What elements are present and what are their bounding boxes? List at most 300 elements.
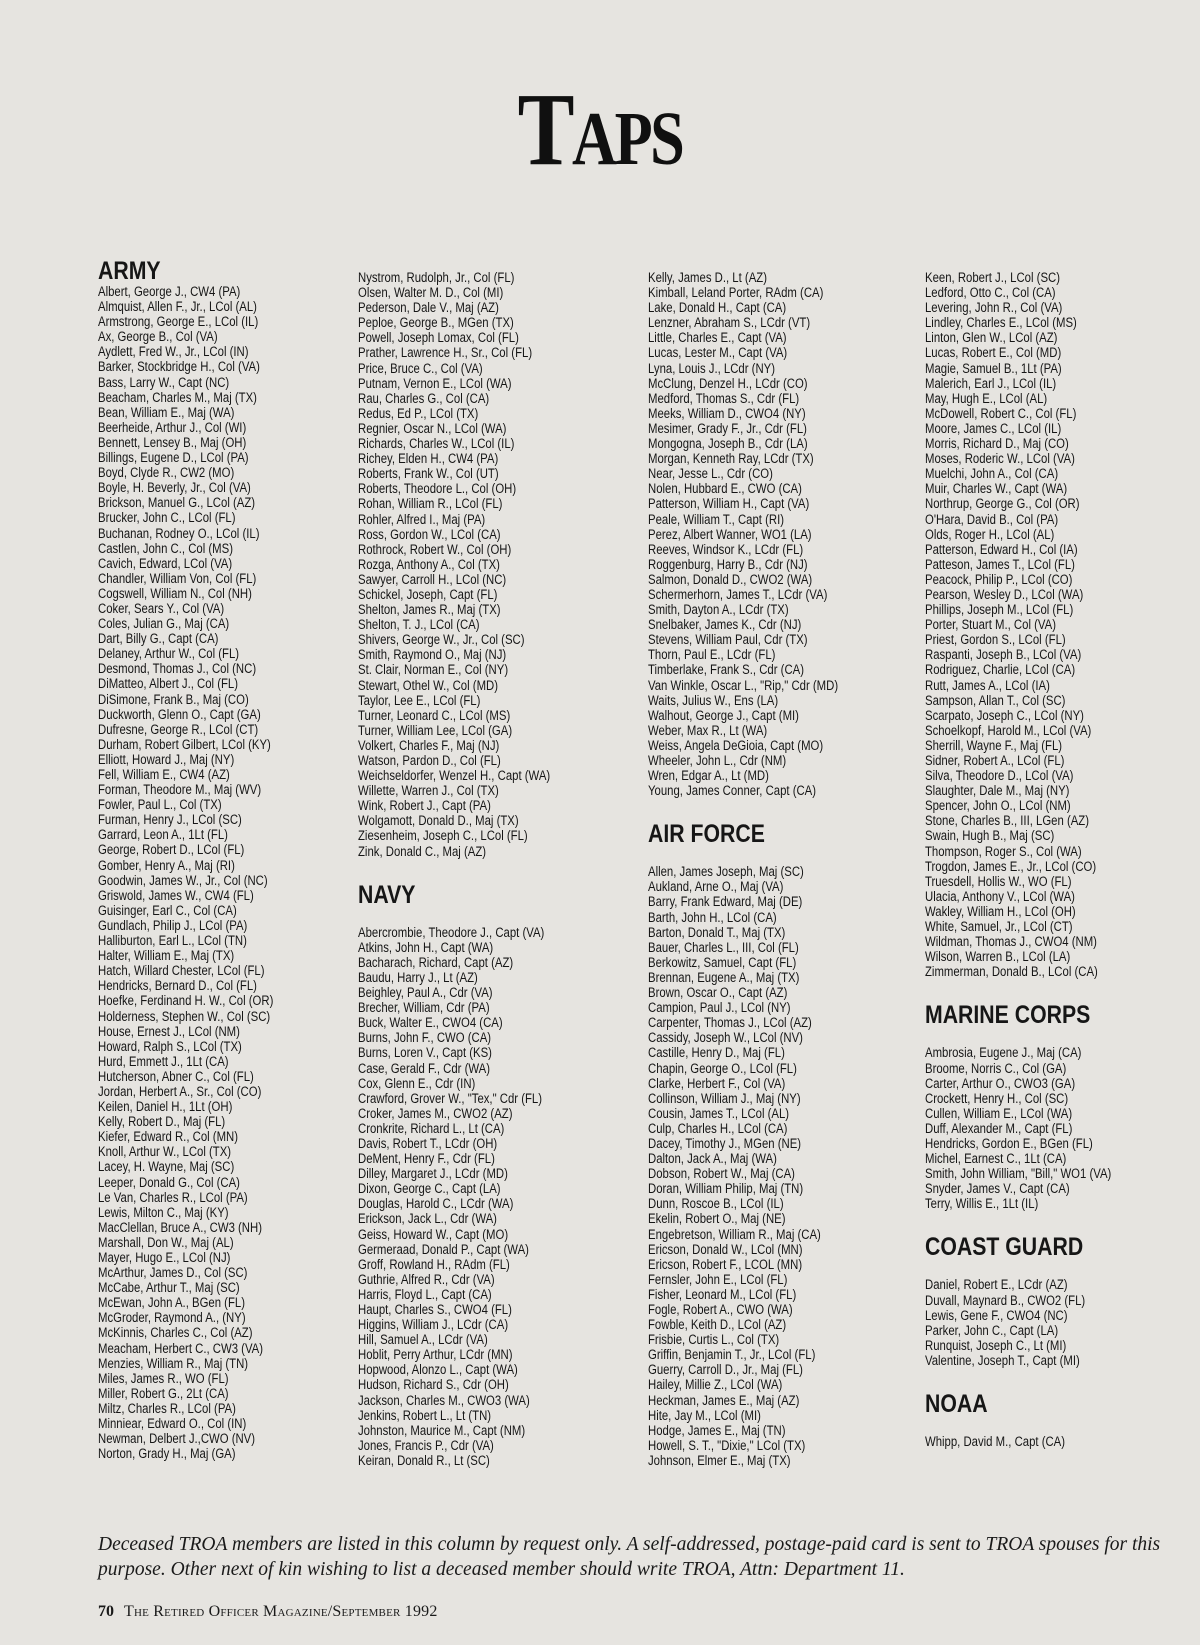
list-item: Beerheide, Arthur J., Col (WI) bbox=[98, 419, 247, 436]
section bbox=[98, 258, 363, 1462]
list-item: Delaney, Arthur W., Col (FL) bbox=[98, 646, 240, 663]
list-item: Almquist, Allen F., Jr., LCol (AL) bbox=[98, 299, 257, 316]
list-item: Fowler, Paul L., Col (TX) bbox=[98, 797, 222, 814]
list-item: Beacham, Charles M., Maj (TX) bbox=[98, 389, 257, 406]
list-item: Lenzner, Abraham S., LCdr (VT) bbox=[648, 315, 811, 332]
list-item: Frisbie, Curtis L., Col (TX) bbox=[648, 1332, 780, 1349]
list-item: Morgan, Kenneth Ray, LCdr (TX) bbox=[648, 451, 814, 468]
list-item: Terry, Willis E., 1Lt (IL) bbox=[925, 1196, 1039, 1213]
list-item: Lucas, Lester M., Capt (VA) bbox=[648, 345, 788, 362]
list-item: Brecher, William, Cdr (PA) bbox=[358, 1000, 490, 1017]
list-item: Heckman, James E., Maj (AZ) bbox=[648, 1392, 800, 1409]
list-item: Jackson, Charles M., CWO3 (WA) bbox=[358, 1392, 530, 1409]
list-item: Schermerhorn, James T., LCdr (VA) bbox=[648, 586, 828, 603]
list-item: Dufresne, George R., LCol (CT) bbox=[98, 721, 259, 738]
list-item: Meacham, Herbert C., CW3 (VA) bbox=[98, 1340, 264, 1357]
list-item: Buck, Walter E., CWO4 (CA) bbox=[358, 1015, 503, 1032]
section-heading: NAVY bbox=[358, 880, 416, 909]
list-item: Redus, Ed P., LCol (TX) bbox=[358, 405, 479, 422]
list-item: Pederson, Dale V., Maj (AZ) bbox=[358, 300, 499, 317]
list-item: Scarpato, Joseph C., LCol (NY) bbox=[925, 707, 1084, 724]
list-item: Gundlach, Philip J., LCol (PA) bbox=[98, 917, 248, 934]
list-item: Erickson, Jack L., Cdr (WA) bbox=[358, 1211, 497, 1228]
list-item: Price, Bruce C., Col (VA) bbox=[358, 360, 483, 377]
column-1 bbox=[98, 258, 363, 1462]
list-item: Reeves, Windsor K., LCdr (FL) bbox=[648, 541, 804, 558]
section bbox=[358, 882, 623, 1469]
list-item: Ax, George B., Col (VA) bbox=[98, 329, 218, 346]
list-item: Smith, Raymond O., Maj (NJ) bbox=[358, 647, 507, 664]
list-item: Barth, John H., LCol (CA) bbox=[648, 909, 777, 926]
list-item: Moore, James C., LCol (IL) bbox=[925, 420, 1062, 437]
section bbox=[925, 1391, 1190, 1450]
list-item: Peale, William T., Capt (RI) bbox=[648, 511, 785, 528]
section-heading: NOAA bbox=[925, 1390, 988, 1418]
list-item: May, Hugh E., LCol (AL) bbox=[925, 390, 1048, 407]
list-item: Berkowitz, Samuel, Capt (FL) bbox=[648, 954, 797, 971]
list-item: Halter, William E., Maj (TX) bbox=[98, 948, 235, 965]
list-item: Sidner, Robert A., LCol (FL) bbox=[925, 753, 1065, 769]
list-item: Davis, Robert T., LCdr (OH) bbox=[358, 1135, 498, 1152]
list-item: Brown, Oscar O., Capt (AZ) bbox=[648, 985, 788, 1002]
list-item: Pearson, Wesley D., LCol (WA) bbox=[925, 586, 1084, 603]
list-item: Hatch, Willard Chester, LCol (FL) bbox=[98, 963, 265, 980]
list-item: Kelly, Robert D., Maj (FL) bbox=[98, 1114, 226, 1131]
list-item: Ziesenheim, Joseph C., LCol (FL) bbox=[358, 828, 528, 845]
list-item: Weiss, Angela DeGioia, Capt (MO) bbox=[648, 737, 824, 754]
list-item: Roberts, Theodore L., Col (OH) bbox=[358, 481, 517, 498]
list-item: Brickson, Manuel G., LCol (AZ) bbox=[98, 495, 256, 512]
list-item: Nystrom, Rudolph, Jr., Col (FL) bbox=[358, 270, 515, 286]
list-item: McArthur, James D., Col (SC) bbox=[98, 1265, 248, 1282]
column-2 bbox=[358, 270, 623, 1469]
list-item: Haupt, Charles S., CWO4 (FL) bbox=[358, 1302, 512, 1318]
list-item: Olds, Roger H., LCol (AL) bbox=[925, 526, 1055, 543]
list-item: Hudson, Richard S., Cdr (OH) bbox=[358, 1377, 509, 1394]
list-item: Schoelkopf, Harold M., LCol (VA) bbox=[925, 722, 1092, 739]
list-item: Desmond, Thomas J., Col (NC) bbox=[98, 661, 257, 678]
list-item: Germeraad, Donald P., Capt (WA) bbox=[358, 1241, 529, 1258]
list-item: Olsen, Walter M. D., Col (MI) bbox=[358, 285, 504, 302]
list-item: Campion, Paul J., LCol (NY) bbox=[648, 1000, 791, 1017]
list-item: Stevens, William Paul, Cdr (TX) bbox=[648, 632, 808, 649]
list-item: Halliburton, Earl L., LCol (TN) bbox=[98, 933, 247, 950]
list-item: Hill, Samuel A., LCdr (VA) bbox=[358, 1332, 488, 1349]
list-item: Prather, Lawrence H., Sr., Col (FL) bbox=[358, 345, 533, 362]
list-item: MacClellan, Bruce A., CW3 (NH) bbox=[98, 1219, 262, 1236]
list-item: Buchanan, Rodney O., LCol (IL) bbox=[98, 525, 260, 542]
list-item: Richey, Elden H., CW4 (PA) bbox=[358, 451, 499, 468]
list-item: Willette, Warren J., Col (TX) bbox=[358, 783, 499, 800]
list-item: Dalton, Jack A., Maj (WA) bbox=[648, 1151, 777, 1168]
list-item: Michel, Earnest C., 1Lt (CA) bbox=[925, 1151, 1067, 1168]
list-item: Phillips, Joseph M., LCol (FL) bbox=[925, 602, 1074, 619]
list-item: Ericson, Donald W., LCol (MN) bbox=[648, 1241, 803, 1258]
list-item: Leeper, Donald G., Col (CA) bbox=[98, 1174, 240, 1191]
list-item: Morris, Richard D., Maj (CO) bbox=[925, 436, 1069, 453]
list-item: McGroder, Raymond A., (NY) bbox=[98, 1310, 246, 1327]
list-item: Chandler, William Von, Col (FL) bbox=[98, 570, 257, 587]
list-item: Dunn, Roscoe B., LCol (IL) bbox=[648, 1196, 784, 1213]
list-item: Nolen, Hubbard E., CWO (CA) bbox=[648, 481, 802, 498]
list-item: Near, Jesse L., Cdr (CO) bbox=[648, 466, 773, 483]
list-item: Howard, Ralph S., LCol (TX) bbox=[98, 1038, 242, 1055]
list-item: Fell, William E., CW4 (AZ) bbox=[98, 767, 230, 783]
list-item: Waits, Julius W., Ens (LA) bbox=[648, 692, 779, 709]
list-item: Zimmerman, Donald B., LCol (CA) bbox=[925, 964, 1098, 981]
section-heading: COAST GUARD bbox=[925, 1233, 1084, 1262]
list-item: Raspanti, Joseph B., LCol (VA) bbox=[925, 647, 1082, 664]
list-item: Harris, Floyd L., Capt (CA) bbox=[358, 1286, 492, 1303]
list-item: Durham, Robert Gilbert, LCol (KY) bbox=[98, 736, 271, 753]
list-item: White, Samuel, Jr., LCol (CT) bbox=[925, 919, 1073, 936]
list-item: Case, Gerald F., Cdr (WA) bbox=[358, 1060, 491, 1077]
list-item: Hoefke, Ferdinand H. W., Col (OR) bbox=[98, 993, 274, 1010]
list-item: Coles, Julian G., Maj (CA) bbox=[98, 616, 230, 633]
list-item: Doran, William Philip, Maj (TN) bbox=[648, 1181, 804, 1198]
list-item: Bean, William E., Maj (WA) bbox=[98, 404, 235, 421]
list-item: Castille, Henry D., Maj (FL) bbox=[648, 1045, 785, 1062]
list-item: Holderness, Stephen W., Col (SC) bbox=[98, 1008, 271, 1025]
list-item: Goodwin, James W., Jr., Col (NC) bbox=[98, 872, 268, 889]
list-item: Collinson, William J., Maj (NY) bbox=[648, 1090, 801, 1107]
list-item: Roggenburg, Harry B., Cdr (NJ) bbox=[648, 556, 808, 573]
list-item: Sampson, Allan T., Col (SC) bbox=[925, 692, 1066, 709]
list-item: Porter, Stuart M., Col (VA) bbox=[925, 617, 1056, 634]
list-item: Shivers, George W., Jr., Col (SC) bbox=[358, 632, 525, 649]
list-item: Shelton, James R., Maj (TX) bbox=[358, 602, 501, 619]
list-item: Higgins, William J., LCdr (CA) bbox=[358, 1317, 509, 1334]
page-footer bbox=[98, 1603, 438, 1621]
list-item: Meeks, William D., CWO4 (NY) bbox=[648, 405, 806, 422]
list-item: Peploe, George B., MGen (TX) bbox=[358, 315, 514, 332]
publication-line: The Retired Officer Magazine/September 1992 bbox=[124, 1603, 438, 1620]
list-item: Stone, Charles B., III, LGen (AZ) bbox=[925, 813, 1090, 830]
list-item: Sawyer, Carroll H., LCol (NC) bbox=[358, 571, 507, 588]
list-item: Furman, Henry J., LCol (SC) bbox=[98, 812, 242, 829]
list-item: Lindley, Charles E., LCol (MS) bbox=[925, 315, 1077, 332]
list-item: Barton, Donald T., Maj (TX) bbox=[648, 924, 786, 941]
list-item: Walhout, George J., Capt (MI) bbox=[648, 707, 799, 724]
list-item: Allen, James Joseph, Maj (SC) bbox=[648, 864, 804, 881]
entry-list bbox=[925, 1278, 1197, 1369]
list-item: Rau, Charles G., Col (CA) bbox=[358, 390, 490, 407]
list-item: Burns, Loren V., Capt (KS) bbox=[358, 1045, 492, 1062]
list-item: DiMatteo, Albert J., Col (FL) bbox=[98, 676, 239, 693]
list-item: Hutcherson, Abner C., Col (FL) bbox=[98, 1068, 254, 1085]
list-item: Cronkrite, Richard L., Lt (CA) bbox=[358, 1120, 505, 1137]
list-item: Mesimer, Grady F., Jr., Cdr (FL) bbox=[648, 420, 807, 437]
list-item: Thompson, Roger S., Col (WA) bbox=[925, 843, 1082, 860]
list-item: Zink, Donald C., Maj (AZ) bbox=[358, 843, 487, 860]
list-item: McDowell, Robert C., Col (FL) bbox=[925, 405, 1077, 422]
list-item: Fisher, Leonard M., LCol (FL) bbox=[648, 1286, 797, 1303]
list-item: Snyder, James V., Capt (CA) bbox=[925, 1181, 1070, 1198]
list-item: Roberts, Frank W., Col (UT) bbox=[358, 466, 499, 483]
entry-list bbox=[925, 271, 1197, 980]
list-item: Dilley, Margaret J., LCdr (MD) bbox=[358, 1166, 508, 1183]
section bbox=[925, 271, 1190, 980]
list-item: Bacharach, Richard, Capt (AZ) bbox=[358, 954, 514, 971]
list-item: Hendricks, Gordon E., BGen (FL) bbox=[925, 1135, 1093, 1152]
list-item: Clarke, Herbert F., Col (VA) bbox=[648, 1075, 786, 1092]
list-item: Barry, Frank Edward, Maj (DE) bbox=[648, 894, 803, 911]
list-item: Brennan, Eugene A., Maj (TX) bbox=[648, 969, 800, 986]
list-item: Albert, George J., CW4 (PA) bbox=[98, 284, 241, 300]
list-item: Culp, Charles H., LCol (CA) bbox=[648, 1120, 788, 1137]
list-item: Aydlett, Fred W., Jr., LCol (IN) bbox=[98, 344, 249, 361]
list-item: Ulacia, Anthony V., LCol (WA) bbox=[925, 888, 1075, 905]
list-item: Fogle, Robert A., CWO (WA) bbox=[648, 1302, 793, 1318]
entry-list bbox=[648, 865, 920, 1469]
list-item: Keilen, Daniel H., 1Lt (OH) bbox=[98, 1099, 233, 1116]
list-item: Miltz, Charles R., LCol (PA) bbox=[98, 1400, 236, 1417]
list-item: Hurd, Emmett J., 1Lt (CA) bbox=[98, 1053, 229, 1070]
list-item: Duckworth, Glenn O., Capt (GA) bbox=[98, 706, 261, 723]
list-item: Weber, Max R., Lt (WA) bbox=[648, 722, 768, 739]
section bbox=[358, 271, 623, 860]
entry-list bbox=[925, 1435, 1197, 1450]
list-item: Newman, Delbert J.,CWO (NV) bbox=[98, 1431, 256, 1448]
list-item: Rohler, Alfred I., Maj (PA) bbox=[358, 511, 486, 528]
list-item: Lucas, Robert E., Col (MD) bbox=[925, 345, 1062, 362]
list-item: McEwan, John A., BGen (FL) bbox=[98, 1295, 245, 1312]
list-item: Dobson, Robert W., Maj (CA) bbox=[648, 1166, 795, 1183]
list-item: Northrup, George G., Col (OR) bbox=[925, 496, 1080, 513]
list-item: Rozga, Anthony A., Col (TX) bbox=[358, 556, 500, 573]
list-item: Patteson, James T., LCol (FL) bbox=[925, 556, 1075, 573]
list-item: St. Clair, Norman E., Col (NY) bbox=[358, 662, 509, 679]
list-item: Fernsler, John E., LCol (FL) bbox=[648, 1271, 788, 1288]
list-item: Douglas, Harold C., LCdr (WA) bbox=[358, 1196, 514, 1213]
list-item: Lewis, Milton C., Maj (KY) bbox=[98, 1204, 229, 1221]
page-title: TAPS bbox=[517, 72, 683, 187]
list-item: Ambrosia, Eugene J., Maj (CA) bbox=[925, 1045, 1082, 1062]
list-item: Howell, S. T., "Dixie," LCol (TX) bbox=[648, 1437, 806, 1454]
list-item: Cullen, William E., LCol (WA) bbox=[925, 1105, 1073, 1122]
listing-note: Deceased TROA members are listed in this column by request only. A self-addressed, postage-paid card is sent to TROA spouses for this purpose. Other next of kin wishing to list a deceased member should write TROA, Attn: Department 11. bbox=[98, 1534, 1161, 1580]
list-item: Barker, Stockbridge H., Col (VA) bbox=[98, 359, 260, 376]
list-item: Kelly, James D., Lt (AZ) bbox=[648, 270, 767, 286]
list-item: Ericson, Robert F., LCOL (MN) bbox=[648, 1256, 803, 1273]
list-item: Wakley, William H., LCol (OH) bbox=[925, 903, 1076, 920]
list-item: Wildman, Thomas J., CWO4 (NM) bbox=[925, 934, 1097, 951]
list-item: Ledford, Otto C., Col (CA) bbox=[925, 285, 1056, 302]
list-item: Wren, Edgar A., Lt (MD) bbox=[648, 768, 769, 785]
list-item: McCabe, Arthur T., Maj (SC) bbox=[98, 1280, 240, 1297]
list-item: Geiss, Howard W., Capt (MO) bbox=[358, 1226, 509, 1243]
list-item: Croker, James M., CWO2 (AZ) bbox=[358, 1105, 513, 1122]
entry-list bbox=[98, 285, 370, 1462]
list-item: Watson, Pardon D., Col (FL) bbox=[358, 753, 501, 769]
list-item: Thorn, Paul E., LCdr (FL) bbox=[648, 647, 776, 664]
list-item: Johnson, Elmer E., Maj (TX) bbox=[648, 1452, 791, 1469]
list-item: Miles, James R., WO (FL) bbox=[98, 1370, 229, 1387]
list-item: Fowble, Keith D., LCol (AZ) bbox=[648, 1317, 787, 1334]
list-item: Snelbaker, James K., Cdr (NJ) bbox=[648, 617, 802, 634]
list-item: Magie, Samuel B., 1Lt (PA) bbox=[925, 360, 1062, 377]
list-item: Boyle, H. Beverly, Jr., Col (VA) bbox=[98, 480, 251, 497]
list-item: Turner, Leonard C., LCol (MS) bbox=[358, 707, 511, 724]
list-item: Rodriguez, Charlie, LCol (CA) bbox=[925, 662, 1076, 679]
list-item: Castlen, John C., Col (MS) bbox=[98, 540, 233, 557]
column-4 bbox=[925, 270, 1190, 1450]
list-item: Armstrong, George E., LCol (IL) bbox=[98, 314, 259, 331]
list-item: Timberlake, Frank S., Cdr (CA) bbox=[648, 662, 804, 679]
list-item: Salmon, Donald D., CWO2 (WA) bbox=[648, 571, 813, 588]
list-item: Hite, Jay M., LCol (MI) bbox=[648, 1407, 761, 1424]
list-item: Dixon, George C., Capt (LA) bbox=[358, 1181, 501, 1198]
list-item: Young, James Conner, Capt (CA) bbox=[648, 783, 817, 800]
list-item: Guthrie, Alfred R., Cdr (VA) bbox=[358, 1271, 495, 1288]
list-item: Weichseldorfer, Wenzel H., Capt (WA) bbox=[358, 768, 551, 785]
list-item: Smith, Dayton A., LCdr (TX) bbox=[648, 602, 789, 619]
list-item: Cox, Glenn E., Cdr (IN) bbox=[358, 1075, 476, 1092]
list-item: Priest, Gordon S., LCol (FL) bbox=[925, 632, 1066, 649]
list-item: Hendricks, Bernard D., Col (FL) bbox=[98, 978, 257, 995]
section bbox=[648, 821, 913, 1469]
list-item: House, Ernest J., LCol (NM) bbox=[98, 1023, 240, 1040]
list-item: Ekelin, Robert O., Maj (NE) bbox=[648, 1211, 786, 1228]
list-item: Forman, Theodore M., Maj (WV) bbox=[98, 782, 262, 799]
list-item: Perez, Albert Wanner, WO1 (LA) bbox=[648, 526, 812, 543]
column-3 bbox=[648, 270, 913, 1469]
list-item: Abercrombie, Theodore J., Capt (VA) bbox=[358, 924, 545, 941]
list-item: Lyna, Louis J., LCdr (NY) bbox=[648, 360, 775, 377]
list-item: Powell, Joseph Lomax, Col (FL) bbox=[358, 330, 519, 347]
list-item: Guisinger, Earl C., Col (CA) bbox=[98, 902, 237, 919]
list-item: Johnston, Maurice M., Capt (NM) bbox=[358, 1422, 526, 1439]
list-item: Bennett, Lensey B., Maj (OH) bbox=[98, 434, 247, 451]
list-item: Griswold, James W., CW4 (FL) bbox=[98, 887, 254, 904]
list-item: Rohan, William R., LCol (FL) bbox=[358, 496, 503, 513]
list-item: Boyd, Clyde R., CW2 (MO) bbox=[98, 465, 235, 482]
list-item: Volkert, Charles F., Maj (NJ) bbox=[358, 737, 500, 754]
list-item: Burns, John F., CWO (CA) bbox=[358, 1030, 492, 1047]
entry-list bbox=[358, 271, 630, 860]
list-item: Spencer, John O., LCol (NM) bbox=[925, 798, 1071, 815]
list-item: O'Hara, David B., Col (PA) bbox=[925, 511, 1059, 528]
list-item: Knoll, Arthur W., LCol (TX) bbox=[98, 1144, 232, 1161]
list-item: Levering, John R., Col (VA) bbox=[925, 300, 1063, 317]
list-item: Cavich, Edward, LCol (VA) bbox=[98, 555, 233, 572]
list-item: Garrard, Leon A., 1Lt (FL) bbox=[98, 827, 228, 844]
list-item: Kimball, Leland Porter, RAdm (CA) bbox=[648, 285, 824, 302]
list-item: Muir, Charles W., Capt (WA) bbox=[925, 481, 1068, 498]
list-item: Slaughter, Dale M., Maj (NY) bbox=[925, 783, 1070, 800]
list-item: Jones, Francis P., Cdr (VA) bbox=[358, 1437, 494, 1454]
list-item: Elliott, Howard J., Maj (NY) bbox=[98, 751, 235, 768]
list-item: Marshall, Don W., Maj (AL) bbox=[98, 1234, 234, 1251]
list-item: Norton, Grady H., Maj (GA) bbox=[98, 1446, 236, 1463]
list-item: Le Van, Charles R., LCol (PA) bbox=[98, 1189, 248, 1206]
list-item: DiSimone, Frank B., Maj (CO) bbox=[98, 691, 249, 708]
list-item: Kiefer, Edward R., Col (MN) bbox=[98, 1129, 239, 1146]
list-item: Patterson, William H., Capt (VA) bbox=[648, 496, 810, 513]
list-item: Menzies, William R., Maj (TN) bbox=[98, 1355, 249, 1372]
list-item: Turner, William Lee, LCol (GA) bbox=[358, 722, 513, 739]
list-item: Duvall, Maynard B., CWO2 (FL) bbox=[925, 1292, 1086, 1309]
list-item: Lake, Donald H., Capt (CA) bbox=[648, 300, 787, 317]
list-item: Coker, Sears Y., Col (VA) bbox=[98, 600, 225, 617]
list-item: Regnier, Oscar N., LCol (WA) bbox=[358, 420, 507, 437]
list-item: Jenkins, Robert L., Lt (TN) bbox=[358, 1407, 492, 1424]
list-item: Engebretson, William R., Maj (CA) bbox=[648, 1226, 821, 1243]
list-item: Baudu, Harry J., Lt (AZ) bbox=[358, 969, 478, 986]
list-item: Minniear, Edward O., Col (IN) bbox=[98, 1416, 247, 1433]
list-item: Crawford, Grover W., "Tex," Cdr (FL) bbox=[358, 1090, 543, 1107]
list-item: Crockett, Henry H., Col (SC) bbox=[925, 1090, 1069, 1107]
list-item: Ross, Gordon W., LCol (CA) bbox=[358, 526, 501, 543]
list-item: Carpenter, Thomas J., LCol (AZ) bbox=[648, 1015, 812, 1032]
entry-list bbox=[358, 926, 630, 1469]
list-item: Groff, Rowland H., RAdm (FL) bbox=[358, 1256, 510, 1273]
list-item: Taylor, Lee E., LCol (FL) bbox=[358, 692, 481, 709]
list-item: Keen, Robert J., LCol (SC) bbox=[925, 270, 1060, 286]
list-item: Valentine, Joseph T., Capt (MI) bbox=[925, 1352, 1080, 1369]
list-item: Hailey, Millie Z., LCol (WA) bbox=[648, 1377, 783, 1394]
section-heading: ARMY bbox=[98, 257, 161, 285]
list-item: Wilson, Warren B., LCol (LA) bbox=[925, 949, 1071, 966]
list-item: Duff, Alexander M., Capt (FL) bbox=[925, 1120, 1073, 1137]
list-item: Atkins, John H., Capt (WA) bbox=[358, 939, 494, 956]
list-item: Dart, Billy G., Capt (CA) bbox=[98, 631, 219, 648]
list-item: Bass, Larry W., Capt (NC) bbox=[98, 374, 230, 391]
list-item: McKinnis, Charles C., Col (AZ) bbox=[98, 1325, 253, 1342]
list-item: Trogdon, James E., Jr., LCol (CO) bbox=[925, 858, 1097, 875]
list-item: Bauer, Charles L., III, Col (FL) bbox=[648, 939, 799, 956]
list-item: George, Robert D., LCol (FL) bbox=[98, 842, 245, 859]
page-number: 70 bbox=[98, 1603, 114, 1620]
list-item: Hopwood, Alonzo L., Capt (WA) bbox=[358, 1362, 518, 1379]
list-item: Putnam, Vernon E., LCol (WA) bbox=[358, 375, 512, 392]
section-heading: AIR FORCE bbox=[648, 820, 765, 849]
list-item: Lewis, Gene F., CWO4 (NC) bbox=[925, 1307, 1068, 1324]
list-item: Medford, Thomas S., Cdr (FL) bbox=[648, 390, 800, 407]
list-item: Moses, Roderic W., LCol (VA) bbox=[925, 451, 1075, 468]
entry-list bbox=[648, 271, 920, 799]
list-item: Keiran, Donald R., Lt (SC) bbox=[358, 1452, 490, 1469]
list-item: Dacey, Timothy J., MGen (NE) bbox=[648, 1135, 802, 1152]
section bbox=[925, 1002, 1190, 1212]
list-item: Parker, John C., Capt (LA) bbox=[925, 1322, 1059, 1339]
list-item: Whipp, David M., Capt (CA) bbox=[925, 1434, 1066, 1450]
section bbox=[925, 1234, 1190, 1369]
list-item: Malerich, Earl J., LCol (IL) bbox=[925, 375, 1057, 392]
list-item: Cousin, James T., LCol (AL) bbox=[648, 1105, 790, 1122]
entry-list bbox=[925, 1046, 1197, 1212]
list-item: Peacock, Philip P., LCol (CO) bbox=[925, 571, 1073, 588]
list-item: Little, Charles E., Capt (VA) bbox=[648, 330, 787, 347]
list-item: Shelton, T. J., LCol (CA) bbox=[358, 617, 480, 634]
list-item: Sherrill, Wayne F., Maj (FL) bbox=[925, 737, 1063, 754]
list-item: Patterson, Edward H., Col (IA) bbox=[925, 541, 1078, 558]
list-item: DeMent, Henry F., Cdr (FL) bbox=[358, 1151, 495, 1168]
list-item: Chapin, George O., LCol (FL) bbox=[648, 1060, 797, 1077]
list-item: Linton, Glen W., LCol (AZ) bbox=[925, 330, 1058, 347]
list-item: Broome, Norris C., Col (GA) bbox=[925, 1060, 1067, 1077]
list-item: Miller, Robert G., 2Lt (CA) bbox=[98, 1385, 229, 1402]
list-item: Hodge, James E., Maj (TN) bbox=[648, 1422, 786, 1439]
list-item: Rothrock, Robert W., Col (OH) bbox=[358, 541, 512, 558]
list-item: Swain, Hugh B., Maj (SC) bbox=[925, 828, 1055, 845]
list-item: Billings, Eugene D., LCol (PA) bbox=[98, 450, 249, 467]
list-item: Van Winkle, Oscar L., "Rip," Cdr (MD) bbox=[648, 677, 839, 694]
section-heading: MARINE CORPS bbox=[925, 1001, 1091, 1030]
list-item: Truesdell, Hollis W., WO (FL) bbox=[925, 873, 1072, 890]
list-item: Griffin, Benjamin T., Jr., LCol (FL) bbox=[648, 1347, 816, 1364]
list-item: Daniel, Robert E., LCdr (AZ) bbox=[925, 1277, 1068, 1294]
